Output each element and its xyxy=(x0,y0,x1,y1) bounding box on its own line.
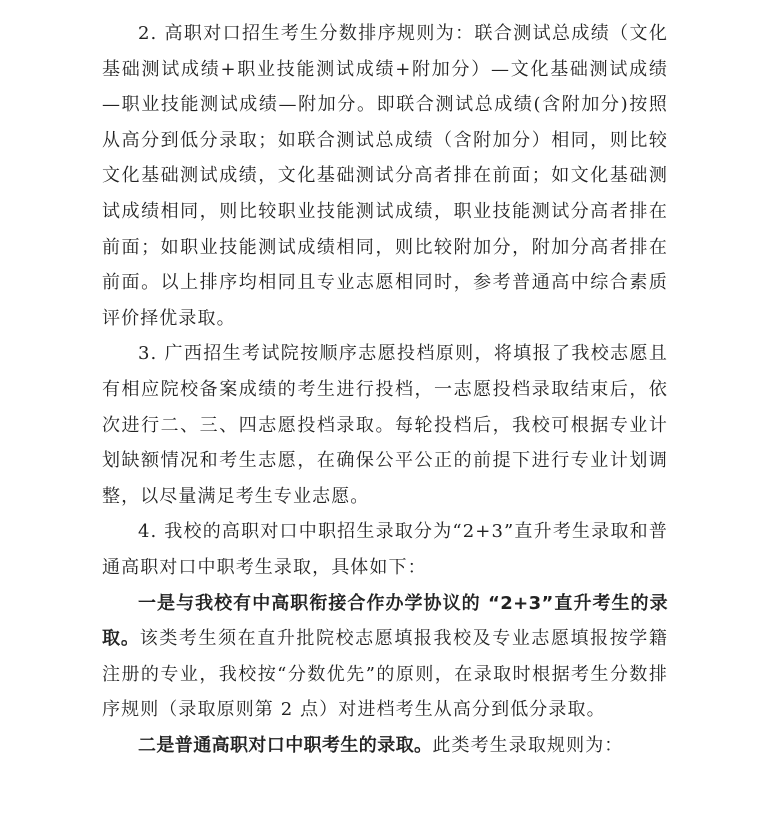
paragraph-rule-3 xyxy=(102,336,668,514)
paragraph-item-1 xyxy=(102,586,668,728)
paragraph-rule-4-text: 4. 我校的高职对口中职招生录取分为“2+3”直升考生录取和普通高职对口中职考生录取，具体如下： xyxy=(102,521,668,578)
document-page xyxy=(102,16,668,763)
paragraph-rule-3-text: 3. 广西招生考试院按顺序志愿投档原则，将填报了我校志愿且有相应院校备案成绩的考生进行投档，一志愿投档录取结束后，依次进行二、三、四志愿投档录取。每轮投档后，我校可根据专业计划缺额情况和考生志愿，在确保公平公正的前提下进行专业计划调整，以尽量满足考生专业志愿。 xyxy=(102,343,668,507)
item-2-text: 此类考生录取规则为： xyxy=(432,734,624,756)
item-2-heading: 二是普通高职对口中职考生的录取。 xyxy=(138,734,433,756)
paragraph-item-2 xyxy=(102,728,668,764)
paragraph-rule-2 xyxy=(102,16,668,336)
paragraph-rule-4 xyxy=(102,514,668,585)
item-1-heading: 一是与我校有中高职衔接合作办学协议的 “2+3”直升考生的录取。 xyxy=(102,592,668,650)
paragraph-rule-2-text: 2. 高职对口招生考生分数排序规则为：联合测试总成绩（文化基础测试成绩+职业技能测试成绩+附加分）—文化基础测试成绩—职业技能测试成绩—附加分。即联合测试总成绩(含附加分)按照从高分到低分录取；如联合测试总成绩（含附加分）相同，则比较文化基础测试成绩，文化基础测试分高者排在前面；如文化基础测试成绩相同，则比较职业技能测试成绩，职业技能测试分高者排在前面；如职业技能测试成绩相同，则比较附加分，附加分高者排在前面。以上排序均相同且专业志愿相同时，参考普通高中综合素质评价择优录取。 xyxy=(102,23,668,329)
item-1-text: 该类考生须在直升批院校志愿填报我校及专业志愿填报按学籍注册的专业，我校按“分数优先”的原则，在录取时根据考生分数排序规则（录取原则第 2 点）对进档考生从高分到低分录取。 xyxy=(102,628,668,721)
